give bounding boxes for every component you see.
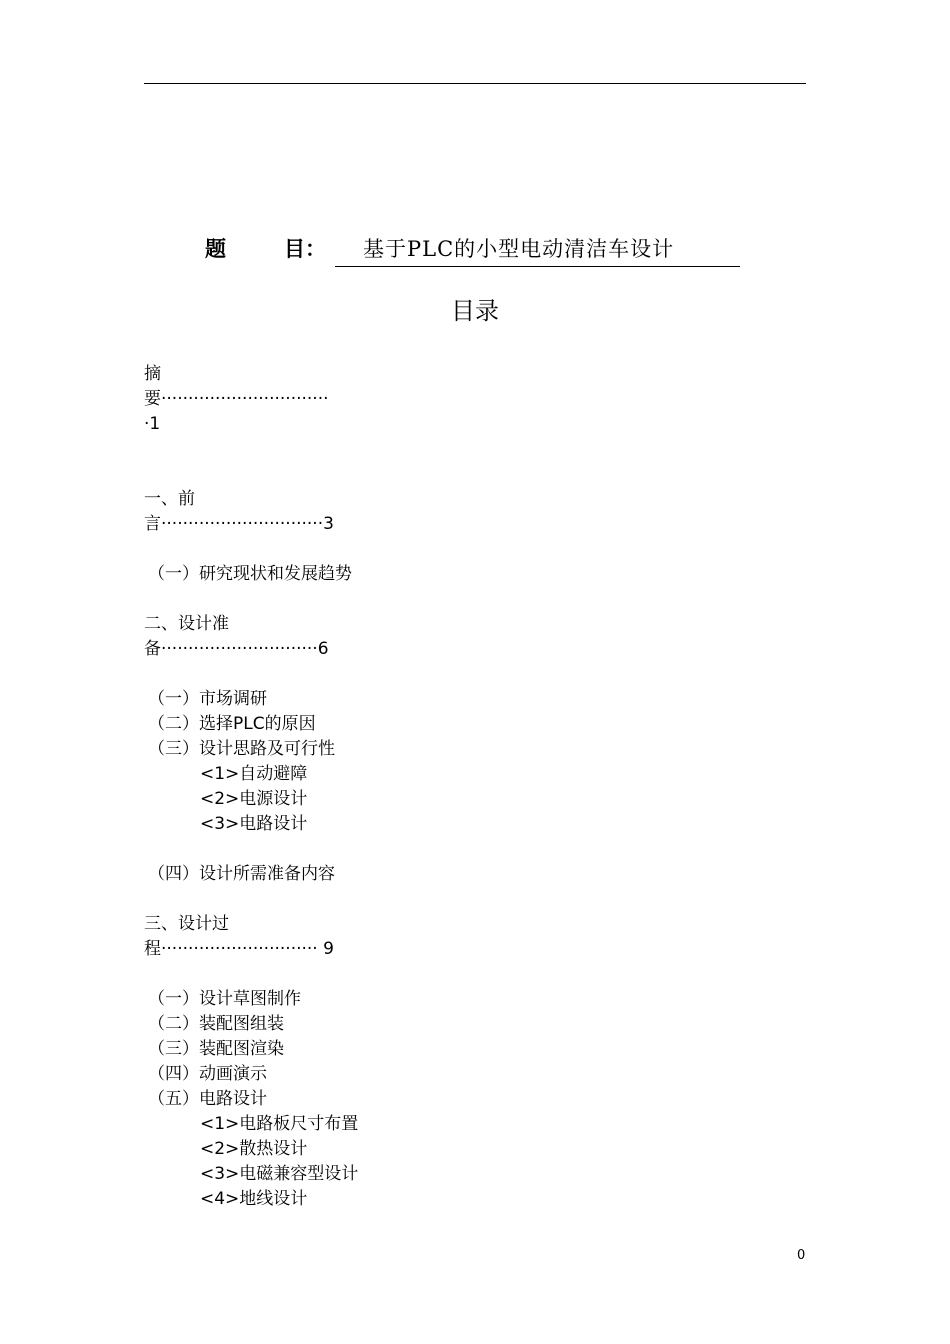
subject-label-left: 题 xyxy=(205,237,226,261)
toc-ch2-s3-2[interactable]: <2>电源设计 xyxy=(200,789,308,809)
toc-ch2-s1[interactable]: （一）市场调研 xyxy=(148,689,267,709)
toc-abstract-line1[interactable]: 摘 xyxy=(144,364,161,384)
subject-label-right: 目： xyxy=(284,237,326,261)
toc-ch2-s3-3[interactable]: <3>电路设计 xyxy=(200,814,308,834)
toc-abstract-line3[interactable]: ·1 xyxy=(144,414,161,434)
toc-ch3-s2[interactable]: （二）装配图组装 xyxy=(148,1014,284,1034)
toc-ch3-line2[interactable]: 程····························· 9 xyxy=(144,939,334,959)
toc-ch2-line1[interactable]: 二、设计准 xyxy=(144,614,229,634)
header-rule xyxy=(144,83,806,84)
toc-ch2-s3-1[interactable]: <1>自动避障 xyxy=(200,764,308,784)
table-of-contents xyxy=(144,362,804,1212)
toc-ch3-s5-4[interactable]: <4>地线设计 xyxy=(200,1189,308,1209)
toc-title: 目录 xyxy=(451,297,499,325)
toc-ch1-line2[interactable]: 言······························3 xyxy=(144,514,334,534)
toc-ch3-s5[interactable]: （五）电路设计 xyxy=(148,1089,267,1109)
toc-ch2-s3[interactable]: （三）设计思路及可行性 xyxy=(148,739,335,759)
subject-line xyxy=(205,232,765,266)
toc-abstract-line2[interactable]: 要······························· xyxy=(144,389,329,409)
toc-ch1-line1[interactable]: 一、前 xyxy=(144,489,195,509)
toc-ch3-s5-3[interactable]: <3>电磁兼容型设计 xyxy=(200,1164,359,1184)
subject-value: 基于PLC的小型电动清洁车设计 xyxy=(335,232,740,267)
toc-ch3-s3[interactable]: （三）装配图渲染 xyxy=(148,1039,284,1059)
toc-ch3-line1[interactable]: 三、设计过 xyxy=(144,914,229,934)
toc-ch2-s2[interactable]: （二）选择PLC的原因 xyxy=(148,714,316,734)
toc-ch2-line2[interactable]: 备·····························6 xyxy=(144,639,329,659)
toc-ch1-s1[interactable]: （一）研究现状和发展趋势 xyxy=(148,564,352,584)
toc-ch3-s4[interactable]: （四）动画演示 xyxy=(148,1064,267,1084)
toc-ch2-s4[interactable]: （四）设计所需准备内容 xyxy=(148,864,335,884)
subject-label xyxy=(205,232,326,266)
toc-ch3-s5-2[interactable]: <2>散热设计 xyxy=(200,1139,308,1159)
page-number: 0 xyxy=(797,1248,806,1263)
toc-ch3-s5-1[interactable]: <1>电路板尺寸布置 xyxy=(200,1114,359,1134)
toc-ch3-s1[interactable]: （一）设计草图制作 xyxy=(148,989,301,1009)
